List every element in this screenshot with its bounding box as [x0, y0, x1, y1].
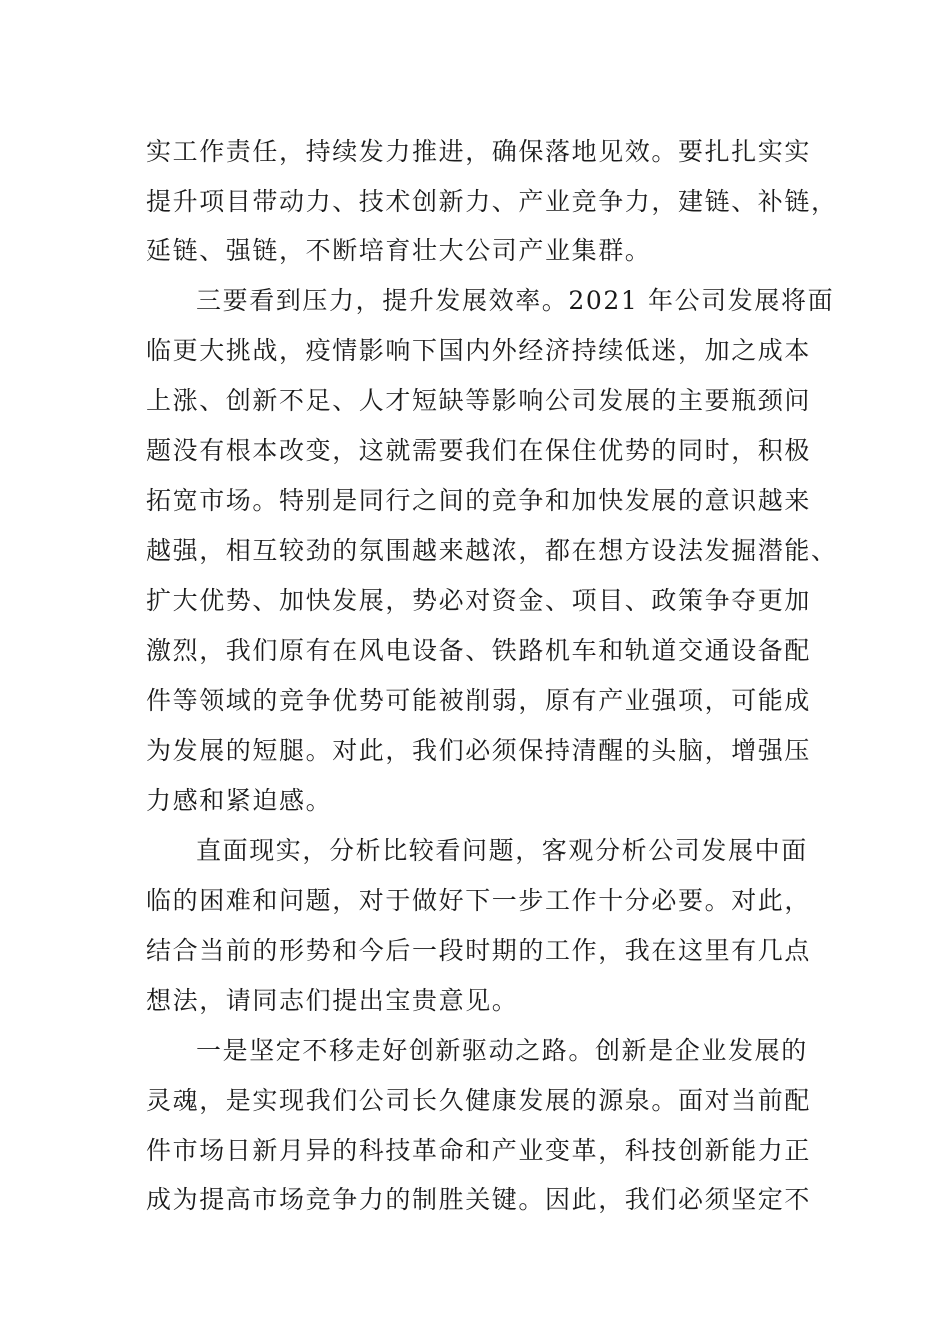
text-line: 提升项目带动力、技术创新力、产业竞争力，建链、补链， [146, 187, 838, 216]
text-line: 扩大优势、加快发展，势必对资金、项目、政策争夺更加 [146, 586, 812, 615]
text-line: 件市场日新月异的科技革命和产业变革，科技创新能力正 [146, 1136, 812, 1165]
text-line: 实工作责任，持续发力推进，确保落地见效。要扎扎实实 [146, 137, 812, 166]
text-line: 成为提高市场竞争力的制胜关键。因此，我们必须坚定不 [146, 1185, 812, 1214]
paragraph-start-line: 一是坚定不移走好创新驱动之路。创新是企业发展的 [196, 1036, 808, 1065]
paragraph-start-line: 三要看到压力，提升发展效率。2021 年公司发展将面 [196, 286, 835, 315]
text-line: 结合当前的形势和今后一段时期的工作，我在这里有几点 [146, 936, 812, 965]
text-line: 越强，相互较劲的氛围越来越浓，都在想方设法发掘潜能、 [146, 536, 838, 565]
text-line: 临的困难和问题，对于做好下一步工作十分必要。对此， [146, 886, 812, 915]
text-line: 力感和紧迫感。 [146, 786, 333, 815]
text-line: 为发展的短腿。对此，我们必须保持清醒的头脑，增强压 [146, 736, 812, 765]
text-line: 激烈，我们原有在风电设备、铁路机车和轨道交通设备配 [146, 636, 812, 665]
text-line: 拓宽市场。特别是同行之间的竞争和加快发展的意识越来 [146, 486, 812, 515]
text-line: 想法，请同志们提出宝贵意见。 [146, 986, 519, 1015]
text-line: 题没有根本改变，这就需要我们在保住优势的同时，积极 [146, 436, 812, 465]
text-line: 上涨、创新不足、人才短缺等影响公司发展的主要瓶颈问 [146, 386, 812, 415]
text-line: 临更大挑战，疫情影响下国内外经济持续低迷，加之成本 [146, 336, 812, 365]
text-line: 件等领域的竞争优势可能被削弱，原有产业强项，可能成 [146, 686, 812, 715]
text-line: 延链、强链，不断培育壮大公司产业集群。 [146, 236, 652, 265]
text-line: 灵魂，是实现我们公司长久健康发展的源泉。面对当前配 [146, 1086, 812, 1115]
paragraph-start-line: 直面现实，分析比较看问题，客观分析公司发展中面 [196, 836, 808, 865]
